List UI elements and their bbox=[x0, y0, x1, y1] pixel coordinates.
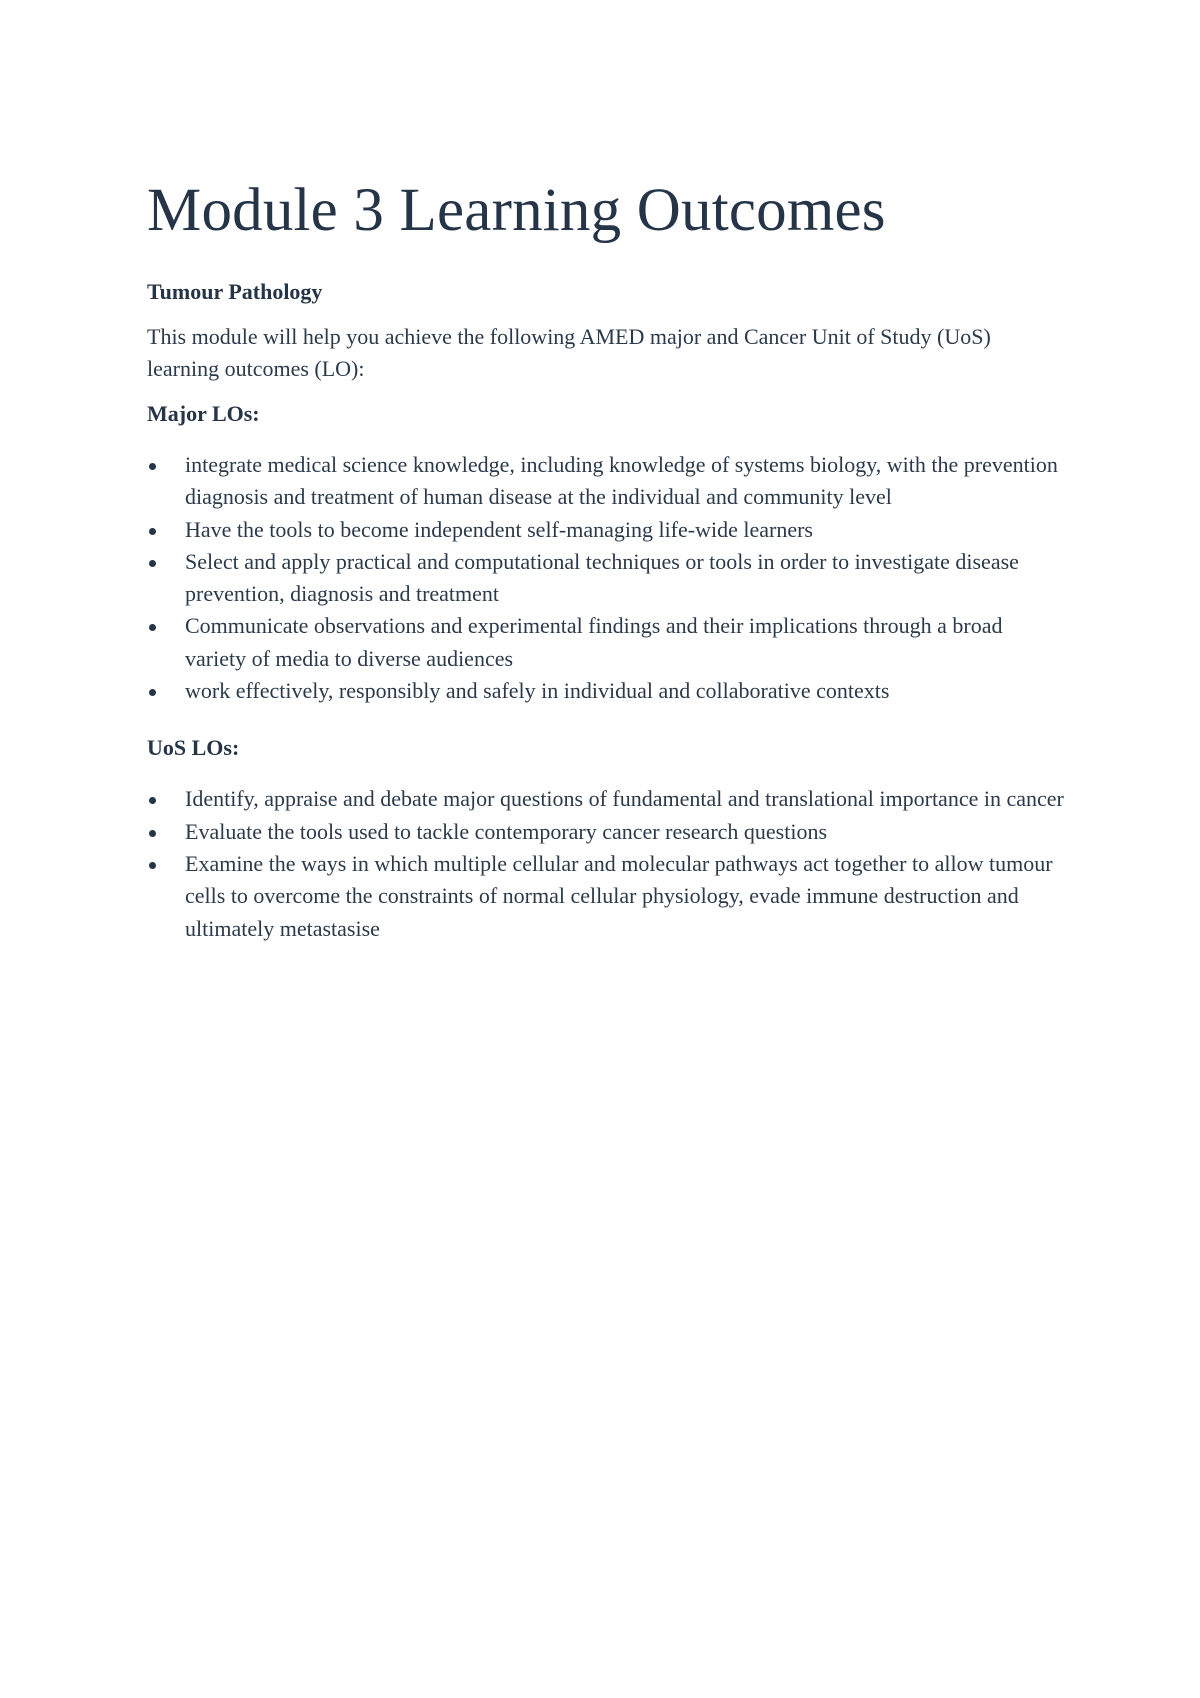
list-item-text: Identify, appraise and debate major questions of fundamental and translational importance in cancer bbox=[185, 786, 1064, 812]
uos-los-heading: UoS LOs: bbox=[147, 735, 240, 761]
list-item-text: Have the tools to become independent self-managing life-wide learners bbox=[185, 516, 813, 542]
bullet-icon bbox=[149, 797, 156, 804]
bullet-icon bbox=[149, 463, 156, 470]
list-item-text: work effectively, responsibly and safely in individual and collaborative contexts bbox=[185, 678, 890, 704]
list-item bbox=[147, 848, 1067, 945]
list-item bbox=[147, 675, 1067, 707]
module-subtitle: Tumour Pathology bbox=[147, 279, 323, 304]
list-item bbox=[147, 546, 1067, 611]
list-item-text: integrate medical science knowledge, including knowledge of systems biology, with the prevention diagnosis and treatment of human disease at the individual and community level bbox=[185, 452, 1058, 510]
list-item bbox=[147, 783, 1067, 815]
major-los-heading: Major LOs: bbox=[147, 401, 260, 426]
bullet-icon bbox=[149, 830, 156, 837]
list-item-text: Select and apply practical and computational techniques or tools in order to investigate disease prevention, diagnosis and treatment bbox=[185, 548, 1019, 607]
bullet-icon bbox=[149, 560, 156, 567]
document-page bbox=[147, 175, 1067, 971]
list-item-text: Communicate observations and experimental findings and their implications through a broad variety of media to diverse audiences bbox=[185, 613, 1003, 671]
major-los-list bbox=[147, 449, 1067, 707]
list-item bbox=[147, 514, 1067, 546]
uos-los-list bbox=[147, 783, 1067, 944]
list-item bbox=[147, 449, 1067, 514]
list-item-text: Evaluate the tools used to tackle contemporary cancer research questions bbox=[185, 818, 828, 844]
page-title: Module 3 Learning Outcomes bbox=[147, 177, 886, 244]
bullet-icon bbox=[149, 862, 156, 869]
bullet-icon bbox=[149, 624, 156, 631]
list-item bbox=[147, 610, 1067, 675]
list-item-text: Examine the ways in which multiple cellular and molecular pathways act together to allow tumour cells to overcome the constraints of normal cellular physiology, evade immune destruction and ultimately metastasise bbox=[185, 850, 1053, 941]
bullet-icon bbox=[149, 689, 156, 696]
intro-paragraph: This module will help you achieve the following AMED major and Cancer Unit of Study (UoS) learning outcomes (LO): bbox=[147, 324, 991, 381]
list-item bbox=[147, 816, 1067, 848]
bullet-icon bbox=[149, 528, 156, 535]
